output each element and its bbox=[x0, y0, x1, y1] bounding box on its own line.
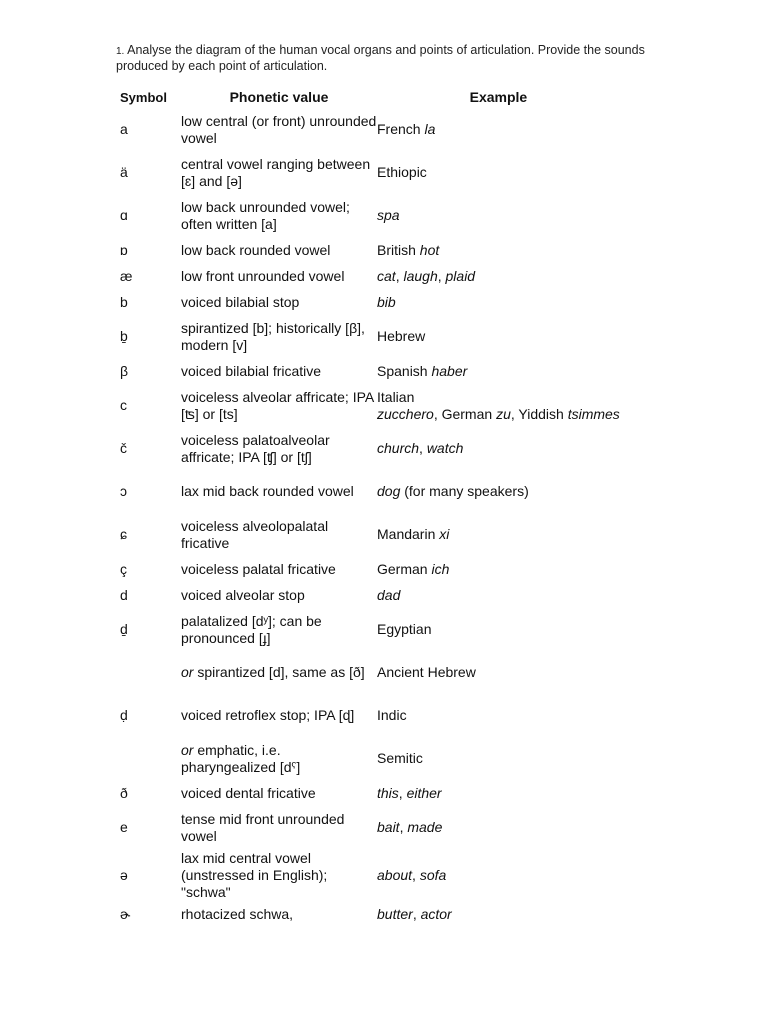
symbol-cell: a bbox=[120, 121, 128, 137]
symbol-cell: ɚ bbox=[120, 905, 131, 922]
phonetic-value-cell: spirantized [b]; historically [β], modern [v] bbox=[181, 319, 365, 353]
table-row bbox=[114, 556, 620, 582]
table-row bbox=[114, 358, 620, 384]
table-row bbox=[114, 263, 620, 289]
table-row bbox=[114, 694, 620, 737]
symbol-cell: č bbox=[120, 440, 127, 456]
phonetic-value-cell: voiced retroflex stop; IPA [ɖ] bbox=[181, 707, 355, 723]
symbol-cell bbox=[114, 651, 181, 694]
table-row bbox=[114, 289, 620, 315]
phonetic-value-cell: voiced dental fricative bbox=[181, 784, 316, 801]
example-cell: butter, actor bbox=[377, 905, 452, 922]
symbol-cell: ɒ bbox=[120, 241, 128, 258]
symbol-cell: ɕ bbox=[120, 526, 127, 542]
table-row bbox=[114, 608, 620, 651]
table-row bbox=[114, 806, 620, 849]
table-row bbox=[114, 194, 620, 237]
example-cell: cat, laugh, plaid bbox=[377, 267, 476, 284]
table-row bbox=[114, 513, 620, 556]
symbol-cell: ɑ bbox=[120, 207, 128, 223]
symbol-cell: ɔ bbox=[120, 483, 127, 499]
example-cell: British hot bbox=[377, 241, 440, 258]
symbol-cell: c bbox=[120, 397, 127, 413]
phonetic-value-cell: voiced alveolar stop bbox=[181, 586, 305, 603]
table-row bbox=[114, 384, 620, 427]
symbol-cell: ç bbox=[120, 560, 127, 577]
table-row bbox=[114, 237, 620, 263]
symbol-cell: e bbox=[120, 819, 128, 835]
example-cell: Mandarin xi bbox=[377, 526, 450, 542]
example-cell: this, either bbox=[377, 784, 442, 801]
phonetic-value-cell: low back rounded vowel bbox=[181, 241, 331, 258]
phonetic-value-cell: voiceless alveolar affricate; IPA [ʦ] or [ts] bbox=[181, 388, 374, 422]
symbol-cell bbox=[114, 737, 181, 780]
symbol-cell: β bbox=[120, 362, 129, 379]
table-row bbox=[114, 470, 620, 513]
example-cell: dog (for many speakers) bbox=[377, 483, 529, 499]
question-prompt bbox=[116, 43, 656, 74]
example-cell: bait, made bbox=[377, 819, 443, 835]
example-cell: Hebrew bbox=[377, 328, 426, 344]
table-row bbox=[114, 780, 620, 806]
example-cell: dad bbox=[377, 586, 401, 603]
table-row bbox=[114, 737, 620, 780]
table-row bbox=[114, 108, 620, 151]
phonetic-value-cell: voiceless alveolopalatal fricative bbox=[181, 517, 329, 551]
symbol-cell: ə bbox=[120, 866, 128, 883]
example-cell: Egyptian bbox=[377, 621, 432, 637]
example-cell: Ancient Hebrew bbox=[377, 664, 476, 680]
phonetic-value-cell: voiced bilabial stop bbox=[181, 293, 300, 310]
example-cell: Spanish haber bbox=[377, 362, 468, 379]
table-row bbox=[114, 151, 620, 194]
phonetic-value-cell: tense mid front unrounded vowel bbox=[181, 810, 345, 844]
symbol-cell: b bbox=[120, 293, 128, 310]
table-row bbox=[114, 427, 620, 470]
question-text: Analyse the diagram of the human vocal organs and points of articulation. Provide the sounds produced by each point of articulation. bbox=[116, 43, 645, 73]
symbol-column-header: Symbol bbox=[120, 89, 167, 105]
phonetic-value-cell: lax mid central vowel (unstressed in English); "schwa" bbox=[181, 849, 328, 900]
example-cell: Italian zucchero, German zu, Yiddish tsimmes bbox=[377, 388, 620, 422]
phonetic-value-cell: or spirantized [d], same as [ð] bbox=[181, 664, 365, 680]
phonetic-value-cell: low back unrounded vowel; often written [a] bbox=[181, 198, 350, 232]
phonetic-value-cell: low front unrounded vowel bbox=[181, 267, 345, 284]
phonetic-value-column-header: Phonetic value bbox=[229, 88, 329, 105]
example-cell: Semitic bbox=[377, 750, 423, 766]
phonetic-symbol-table bbox=[114, 86, 620, 927]
table-row bbox=[114, 849, 620, 901]
phonetic-value-cell: low central (or front) unrounded vowel bbox=[181, 112, 377, 146]
example-cell: bib bbox=[377, 293, 396, 310]
table-row bbox=[114, 582, 620, 608]
example-cell: German ich bbox=[377, 560, 450, 577]
question-number: 1. bbox=[116, 46, 125, 57]
symbol-cell: æ bbox=[120, 267, 133, 284]
table-header-row bbox=[114, 86, 620, 108]
phonetic-value-cell: palatalized [dʸ]; can be pronounced [ɟ] bbox=[181, 612, 322, 646]
example-cell: French la bbox=[377, 121, 436, 137]
phonetic-value-cell: lax mid back rounded vowel bbox=[181, 483, 354, 499]
example-cell: Indic bbox=[377, 707, 407, 723]
phonetic-value-cell: or emphatic, i.e. pharyngealized [dˤ] bbox=[181, 741, 301, 775]
example-cell: Ethiopic bbox=[377, 164, 427, 180]
symbol-cell: ḏ bbox=[120, 621, 128, 637]
table-row bbox=[114, 315, 620, 358]
symbol-cell: d bbox=[120, 586, 128, 603]
phonetic-value-cell: rhotacized schwa, bbox=[181, 905, 294, 922]
phonetic-value-cell: central vowel ranging between [ɛ] and [ə] bbox=[181, 155, 371, 189]
symbol-cell: ḍ bbox=[120, 707, 128, 723]
table-row bbox=[114, 651, 620, 694]
phonetic-value-cell: voiceless palatoalveolar affricate; IPA [ʧ] or [tʃ] bbox=[181, 431, 330, 465]
phonetic-value-cell: voiceless palatal fricative bbox=[181, 560, 336, 577]
symbol-cell: ð bbox=[120, 784, 128, 801]
example-cell: church, watch bbox=[377, 440, 464, 456]
symbol-cell: ḇ bbox=[120, 328, 128, 344]
symbol-cell: ä bbox=[120, 164, 128, 180]
example-cell: spa bbox=[377, 207, 400, 223]
example-cell: about, sofa bbox=[377, 866, 447, 883]
table-row bbox=[114, 901, 620, 927]
phonetic-value-cell: voiced bilabial fricative bbox=[181, 362, 322, 379]
example-column-header: Example bbox=[469, 88, 528, 105]
